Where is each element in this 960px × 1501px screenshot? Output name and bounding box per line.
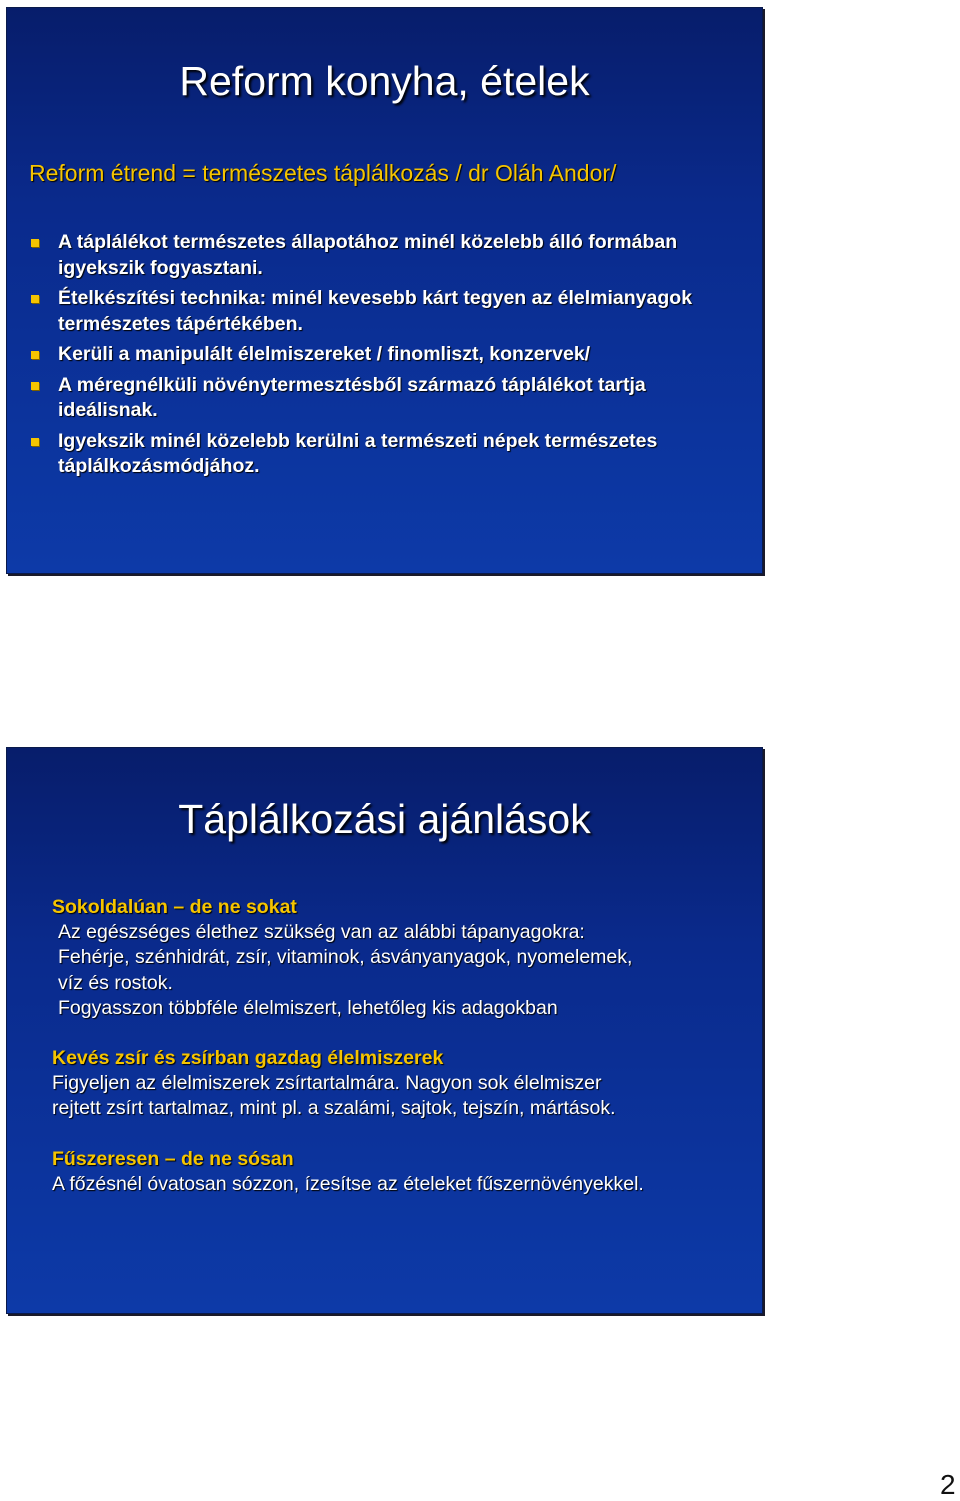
section-heading: Fűszeresen – de ne sósan	[52, 1147, 294, 1170]
section-text: Az egészséges élethez szükség van az alábbi tápanyagokra:	[58, 921, 585, 943]
bullet-text: Ételkészítési technika: minél kevesebb kárt tegyen az élelmianyagok természetes tápértékében.	[58, 287, 693, 335]
bullet-text: Igyekszik minél közelebb kerülni a természeti népek természetes táplálkozásmódjához.	[58, 429, 658, 477]
square-bullet-icon	[31, 295, 39, 303]
square-bullet-icon	[31, 382, 39, 390]
slide-1-bullet-list	[31, 230, 731, 485]
section-text: rejtett zsírt tartalmaz, mint pl. a szalámi, sajtok, tejszín, mártások.	[52, 1097, 616, 1120]
square-bullet-icon	[31, 351, 39, 359]
slide-2-title: Táplálkozási ajánlások	[178, 796, 591, 842]
bullet-item	[31, 429, 731, 480]
page-number: 2	[940, 1469, 956, 1500]
bullet-text: A táplálékot természetes állapotához minél közelebb álló formában igyekszik fogyasztani.	[58, 231, 678, 279]
bullet-text: A méregnélküli növénytermesztésből származó táplálékot tartja ideálisnak.	[58, 373, 646, 421]
slide-1	[6, 7, 763, 574]
square-bullet-icon	[31, 438, 39, 446]
bullet-item	[31, 342, 731, 368]
section-heading: Kevés zsír és zsírban gazdag élelmiszerek	[52, 1047, 444, 1070]
section-text: A főzésnél óvatosan sózzon, ízesítse az ételeket fűszernövényekkel.	[52, 1172, 644, 1195]
slide-1-title: Reform konyha, ételek	[179, 58, 590, 104]
bullet-text: Kerüli a manipulált élelmiszereket / finomliszt, konzervek/	[58, 343, 591, 365]
slide-1-subtitle: Reform étrend = természetes táplálkozás / dr Oláh Andor/	[29, 160, 617, 186]
slide-2	[6, 747, 763, 1314]
section-heading: Sokoldalúan – de ne sokat	[52, 896, 297, 918]
section-text: víz és rostok.	[58, 971, 173, 994]
section-text: Fogyasszon többféle élelmiszert, lehetőleg kis adagokban	[58, 996, 558, 1019]
section-text: Figyeljen az élelmiszerek zsírtartalmára. Nagyon sok élelmiszer	[52, 1072, 602, 1095]
square-bullet-icon	[31, 239, 39, 247]
bullet-item	[31, 230, 731, 281]
slide-2-content	[52, 895, 752, 1197]
section-text: Fehérje, szénhidrát, zsír, vitaminok, ásványanyagok, nyomelemek,	[58, 946, 633, 969]
bullet-item	[31, 286, 731, 337]
bullet-item	[31, 373, 731, 424]
